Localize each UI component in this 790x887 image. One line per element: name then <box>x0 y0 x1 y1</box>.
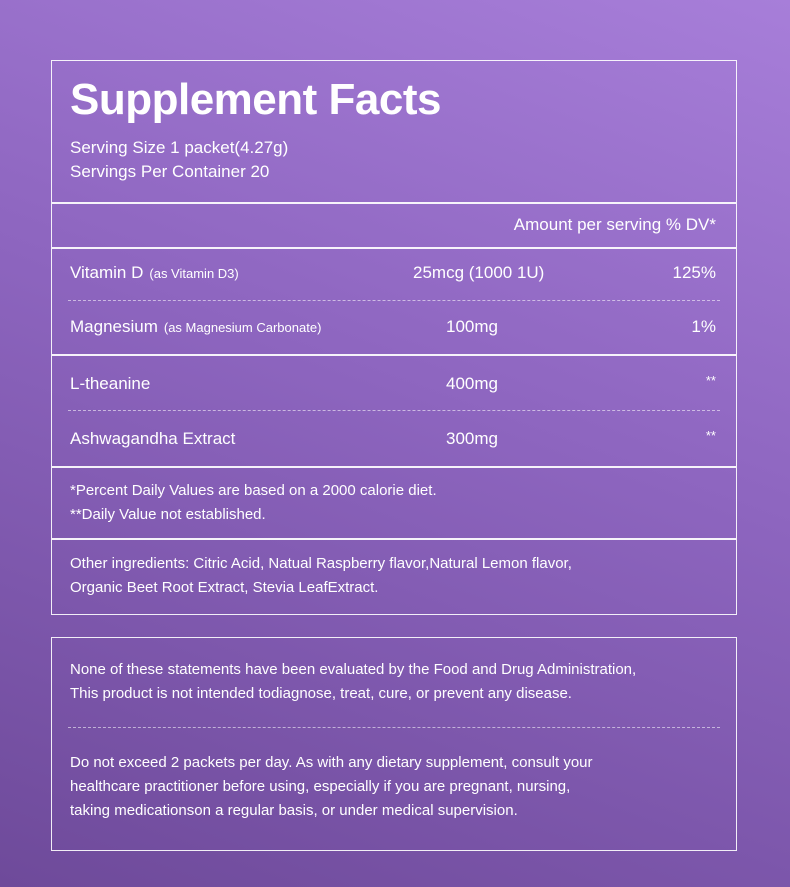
nutrient-name: Vitamin D <box>70 263 144 282</box>
warnings-panel <box>51 637 737 851</box>
nutrient-note: (as Magnesium Carbonate) <box>163 320 322 335</box>
nutrient-dv: ** <box>705 428 716 443</box>
dashed-divider <box>68 727 720 728</box>
nutrient-dv: ** <box>705 373 716 388</box>
divider <box>52 247 736 249</box>
other-ingredients <box>70 552 572 600</box>
disclaimer-line: This product is not intended todiagnose, treat, cure, or prevent any disease. <box>70 685 572 702</box>
serving-size: Serving Size 1 packet(4.27g) <box>70 138 289 157</box>
other-ingredients-line: Organic Beet Root Extract, Stevia LeafExtract. <box>70 579 379 596</box>
column-header: Amount per serving % DV* <box>513 215 716 234</box>
nutrient-name: Magnesium <box>70 317 158 336</box>
dashed-divider <box>68 300 720 301</box>
footnote-not-established: **Daily Value not established. <box>70 506 266 523</box>
divider <box>52 466 736 468</box>
nutrient-name: Ashwagandha Extract <box>70 429 236 448</box>
warning-line: Do not exceed 2 packets per day. As with any dietary supplement, consult your <box>70 754 593 771</box>
nutrient-amount: 300mg <box>446 429 498 448</box>
nutrient-dv: 125% <box>672 263 716 282</box>
footnote-dv: *Percent Daily Values are based on a 2000 calorie diet. <box>70 482 437 499</box>
nutrient-amount: 400mg <box>446 374 498 393</box>
disclaimer-line: None of these statements have been evaluated by the Food and Drug Administration, <box>70 661 637 678</box>
footnotes <box>70 479 437 527</box>
divider <box>52 354 736 356</box>
divider <box>52 202 736 204</box>
warning-line: taking medicationson a regular basis, or under medical supervision. <box>70 802 518 819</box>
supplement-facts-panel <box>51 60 737 615</box>
nutrient-note: (as Vitamin D3) <box>149 266 239 281</box>
servings-per-container: Servings Per Container 20 <box>70 162 270 181</box>
nutrient-dv: 1% <box>691 317 716 336</box>
dashed-divider <box>68 410 720 411</box>
nutrient-name: L-theanine <box>70 374 151 393</box>
divider <box>52 538 736 540</box>
usage-warning <box>70 751 593 823</box>
warning-line: healthcare practitioner before using, especially if you are pregnant, nursing, <box>70 778 571 795</box>
other-ingredients-line: Other ingredients: Citric Acid, Natual Raspberry flavor,Natural Lemon flavor, <box>70 555 572 572</box>
nutrient-amount: 100mg <box>446 317 498 336</box>
label-title: Supplement Facts <box>70 75 441 124</box>
nutrient-amount: 25mcg (1000 1U) <box>413 263 545 282</box>
fda-disclaimer <box>70 658 636 706</box>
